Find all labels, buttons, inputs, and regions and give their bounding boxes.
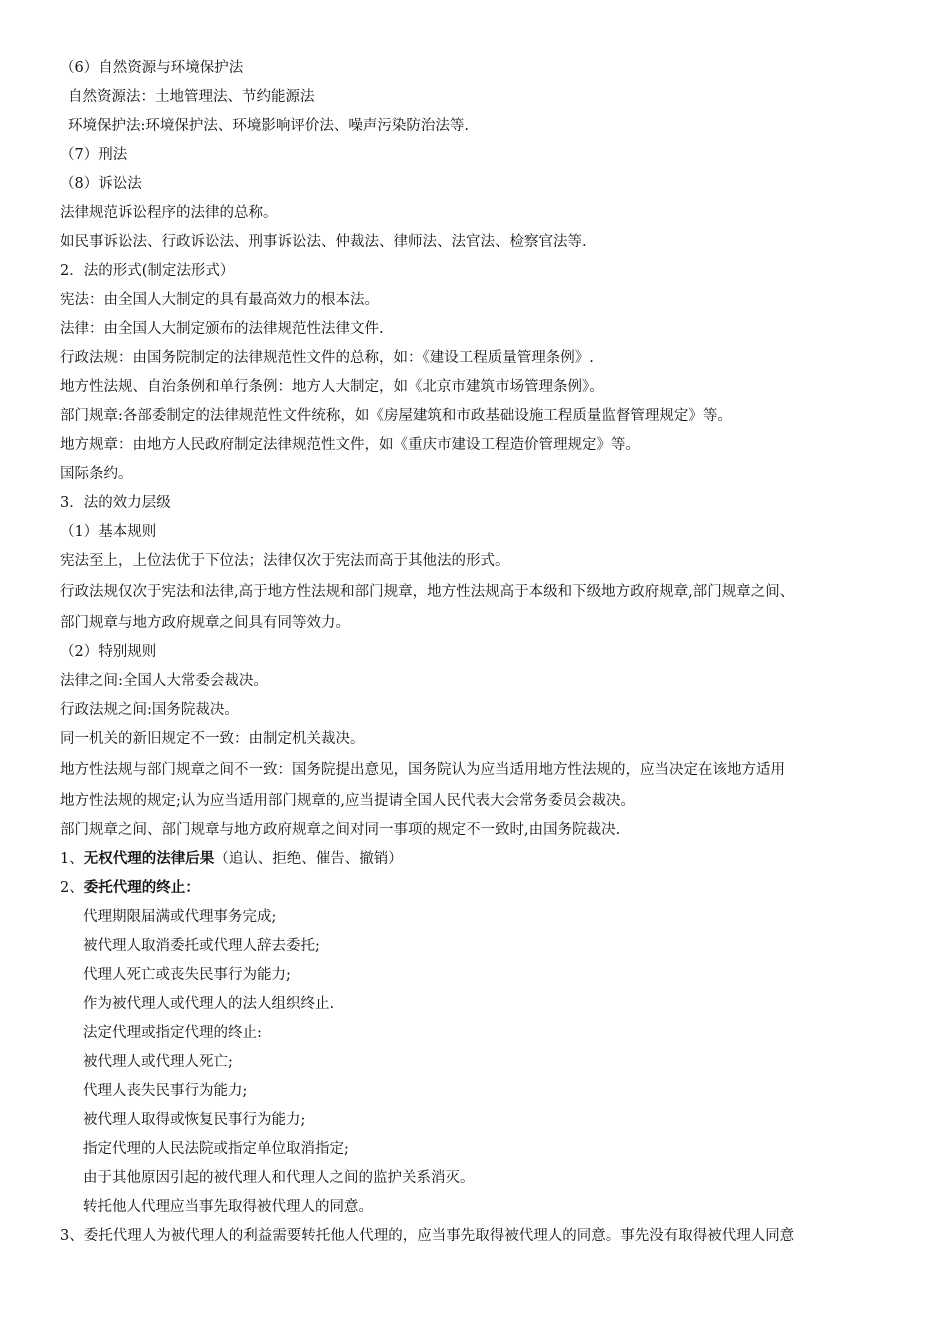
paragraph-line: 如民事诉讼法、行政诉讼法、刑事诉讼法、仲裁法、律师法、法官法、检察官法等. [60, 234, 587, 250]
item-unauthorized-agency [60, 849, 920, 869]
list-item: 法定代理或指定代理的终止: [83, 1025, 262, 1041]
paragraph-line: 部门规章与地方政府规章之间具有同等效力。 [60, 615, 350, 631]
item-bold-title: 委托代理的终止： [83, 879, 200, 896]
item-agency-termination [60, 878, 920, 898]
list-item: 代理人死亡或丧失民事行为能力; [83, 967, 291, 983]
paragraph-line: 自然资源法：土地管理法、节约能源法 [68, 89, 315, 105]
item-number: 2、 [60, 880, 84, 896]
paragraph-line: 部门规章:各部委制定的法律规范性文件统称，如《房屋建筑和市政基础设施工程质量监督管理规定》等。 [60, 408, 732, 424]
paragraph-line: 地方性法规的规定;认为应当适用部门规章的,应当提请全国人民代表大会常务委员会裁决。 [60, 793, 635, 809]
list-item: 被代理人或代理人死亡; [83, 1054, 233, 1070]
heading-natural-resources-law: （6）自然资源与环境保护法 [60, 60, 244, 76]
paragraph-line: 行政法规之间:国务院裁决。 [60, 702, 239, 718]
paragraph-line: 地方性法规、自治条例和单行条例：地方人大制定，如《北京市建筑市场管理条例》。 [60, 379, 604, 395]
heading-criminal-law: （7）刑法 [60, 147, 128, 163]
list-item: 代理期限届满或代理事务完成; [83, 909, 277, 925]
paragraph-line: 法律规范诉讼程序的法律的总称。 [60, 205, 278, 221]
paragraph-line: 地方性法规与部门规章之间不一致：国务院提出意见，国务院认为应当适用地方性法规的，应当决定在该地方适用 [60, 762, 785, 778]
item-bold-title: 无权代理的法律后果 [83, 850, 215, 867]
paragraph-line: 同一机关的新旧规定不一致：由制定机关裁决。 [60, 731, 365, 747]
paragraph-line: 法律之间:全国人大常委会裁决。 [60, 673, 268, 689]
item-number: 1、 [60, 851, 84, 867]
list-item: 被代理人取消委托或代理人辞去委托; [83, 938, 320, 954]
paragraph-line: 宪法至上，上位法优于下位法；法律仅次于宪法而高于其他法的形式。 [60, 553, 510, 569]
list-item: 被代理人取得或恢复民事行为能力; [83, 1112, 306, 1128]
heading-effect-hierarchy: 3．法的效力层级 [60, 495, 171, 511]
paragraph-line: 法律：由全国人大制定颁布的法律规范性法律文件. [60, 321, 384, 337]
paragraph-line: 行政法规仅次于宪法和法律,高于地方性法规和部门规章，地方性法规高于本级和下级地方政府规章,部门规章之间、 [60, 584, 795, 600]
paragraph-line: 环境保护法:环境保护法、环境影响评价法、噪声污染防治法等. [68, 118, 469, 134]
paragraph-line: 地方规章：由地方人民政府制定法律规范性文件，如《重庆市建设工程造价管理规定》等。 [60, 437, 640, 453]
paragraph-line: 部门规章之间、部门规章与地方政府规章之间对同一事项的规定不一致时,由国务院裁决. [60, 822, 621, 838]
list-item: 转托他人代理应当事先取得被代理人的同意。 [83, 1199, 373, 1215]
heading-special-rules: （2）特别规则 [60, 644, 157, 660]
item-sub-agency: 3、委托代理人为被代理人的利益需要转托他人代理的，应当事先取得被代理人的同意。事先没有取得被代理人同意 [60, 1228, 795, 1244]
list-item: 指定代理的人民法院或指定单位取消指定; [83, 1141, 349, 1157]
paragraph-line: 宪法：由全国人大制定的具有最高效力的根本法。 [60, 292, 379, 308]
list-item: 由于其他原因引起的被代理人和代理人之间的监护关系消灭。 [83, 1170, 475, 1186]
list-item: 代理人丧失民事行为能力; [83, 1083, 248, 1099]
heading-forms-of-law: 2．法的形式(制定法形式） [60, 263, 235, 279]
heading-basic-rules: （1）基本规则 [60, 524, 157, 540]
list-item: 作为被代理人或代理人的法人组织终止. [83, 996, 335, 1012]
item-rest: （追认、拒绝、催告、撤销） [214, 851, 403, 867]
paragraph-line: 国际条约。 [60, 466, 133, 482]
heading-procedural-law: （8）诉讼法 [60, 176, 142, 192]
paragraph-line: 行政法规：由国务院制定的法律规范性文件的总称，如：《建设工程质量管理条例》. [60, 350, 594, 366]
